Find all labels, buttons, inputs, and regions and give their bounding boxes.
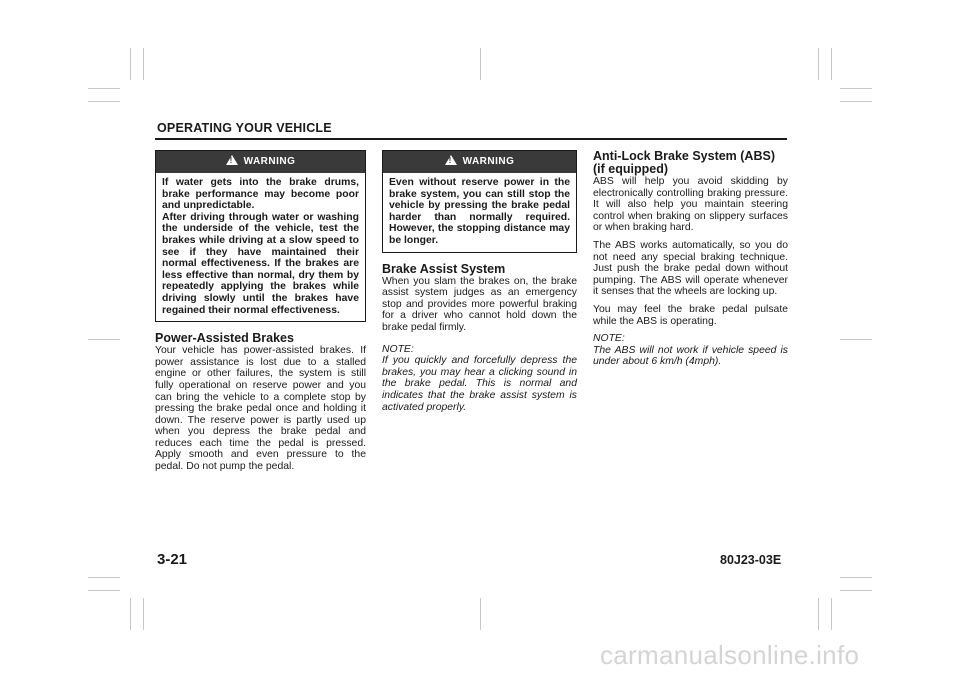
crop-mark	[130, 598, 131, 630]
note-label: NOTE:	[593, 333, 625, 345]
warning-header	[383, 151, 576, 173]
watermark: carmanualsonline.info	[600, 640, 860, 670]
crop-mark	[88, 339, 120, 340]
note-text: The ABS will not work if vehicle speed is under about 6 km/h (4mph).	[593, 344, 788, 368]
crop-mark	[840, 577, 872, 578]
page-number: 3-21	[157, 551, 188, 568]
warning-box-reserve	[382, 150, 577, 253]
crop-mark	[88, 88, 120, 89]
section-subheading-abs: (if equipped)	[593, 162, 668, 176]
abs-paragraph-2: The ABS works automatically, so you do not need any special braking technique. Just push the brake pedal down without pumping. The ABS will operate whenever it senses that the wheels are locking up.	[593, 239, 788, 298]
abs-paragraph-1: ABS will help you avoid skidding by electronically controlling braking pressure. It will also help you maintain steering control when braking on slippery surfaces or when braking hard.	[593, 176, 788, 234]
power-brakes-text: Your vehicle has power-assisted brakes. If power assistance is lost due to a stalled engine or other failures, the system is still fully operational on reserve power and you can bring the vehicle to a complete stop by pressing the brake pedal once and holding it down. The reserve power is partly used up when you depress the brake pedal and reduces each time the pedal is pressed. Apply smooth and even pressure to the pedal. Do not pump the pedal.	[155, 345, 366, 473]
warning-triangle-icon: !	[226, 155, 238, 165]
crop-mark	[88, 577, 120, 578]
section-heading-abs: Anti-Lock Brake System (ABS)	[593, 149, 775, 163]
crop-mark	[840, 101, 872, 102]
page-header-title: OPERATING YOUR VEHICLE	[157, 121, 332, 135]
warning-text: Even without reserve power in the brake system, you can still stop the vehicle by pressing the brake pedal harder than normally required. However, the stopping distance may be longer.	[389, 177, 570, 246]
warning-text: If water gets into the brake drums, brake performance may become poor and unpredictable. After driving through water or washing the underside of the vehicle, test the brakes while driving at a slow speed to see if they have maintained their normal effectiveness. If the brakes are less effective than normal, dry them by repeatedly applying the brakes while driving slowly until the brakes have regained their normal effectiveness.	[162, 177, 359, 316]
crop-mark	[840, 88, 872, 89]
warning-header	[156, 151, 365, 173]
crop-mark	[840, 590, 872, 591]
crop-mark	[840, 339, 872, 340]
crop-mark	[480, 598, 481, 630]
warning-triangle-icon: !	[445, 155, 457, 165]
note-text: If you quickly and forcefully depress the brakes, you may hear a clicking sound in the brake pedal. This is normal and indicates that the brake assist system is activated properly.	[382, 355, 577, 413]
crop-mark	[818, 48, 819, 80]
brake-assist-text: When you slam the brakes on, the brake assist system judges as an emergency stop and provides more powerful braking for a driver who cannot hold down the brake pedal firmly.	[382, 275, 577, 333]
crop-mark	[143, 48, 144, 80]
warning-label: WARNING	[243, 156, 296, 167]
document-code: 80J23-03E	[720, 553, 782, 567]
crop-mark	[831, 48, 832, 80]
note-label: NOTE:	[382, 343, 414, 355]
warning-label: WARNING	[462, 156, 515, 167]
section-heading-brake-assist: Brake Assist System	[382, 261, 506, 276]
column-right	[593, 150, 788, 368]
crop-mark	[130, 48, 131, 80]
crop-mark	[143, 598, 144, 630]
section-heading-power-brakes: Power-Assisted Brakes	[155, 331, 294, 346]
column-left	[155, 150, 366, 479]
column-middle	[382, 150, 577, 413]
abs-paragraph-3: You may feel the brake pedal pulsate while the ABS is operating.	[593, 303, 788, 327]
crop-mark	[818, 598, 819, 630]
header-rule	[155, 138, 787, 140]
crop-mark	[480, 48, 481, 80]
warning-box-water	[155, 150, 366, 322]
crop-mark	[88, 590, 120, 591]
crop-mark	[831, 598, 832, 630]
crop-mark	[88, 101, 120, 102]
